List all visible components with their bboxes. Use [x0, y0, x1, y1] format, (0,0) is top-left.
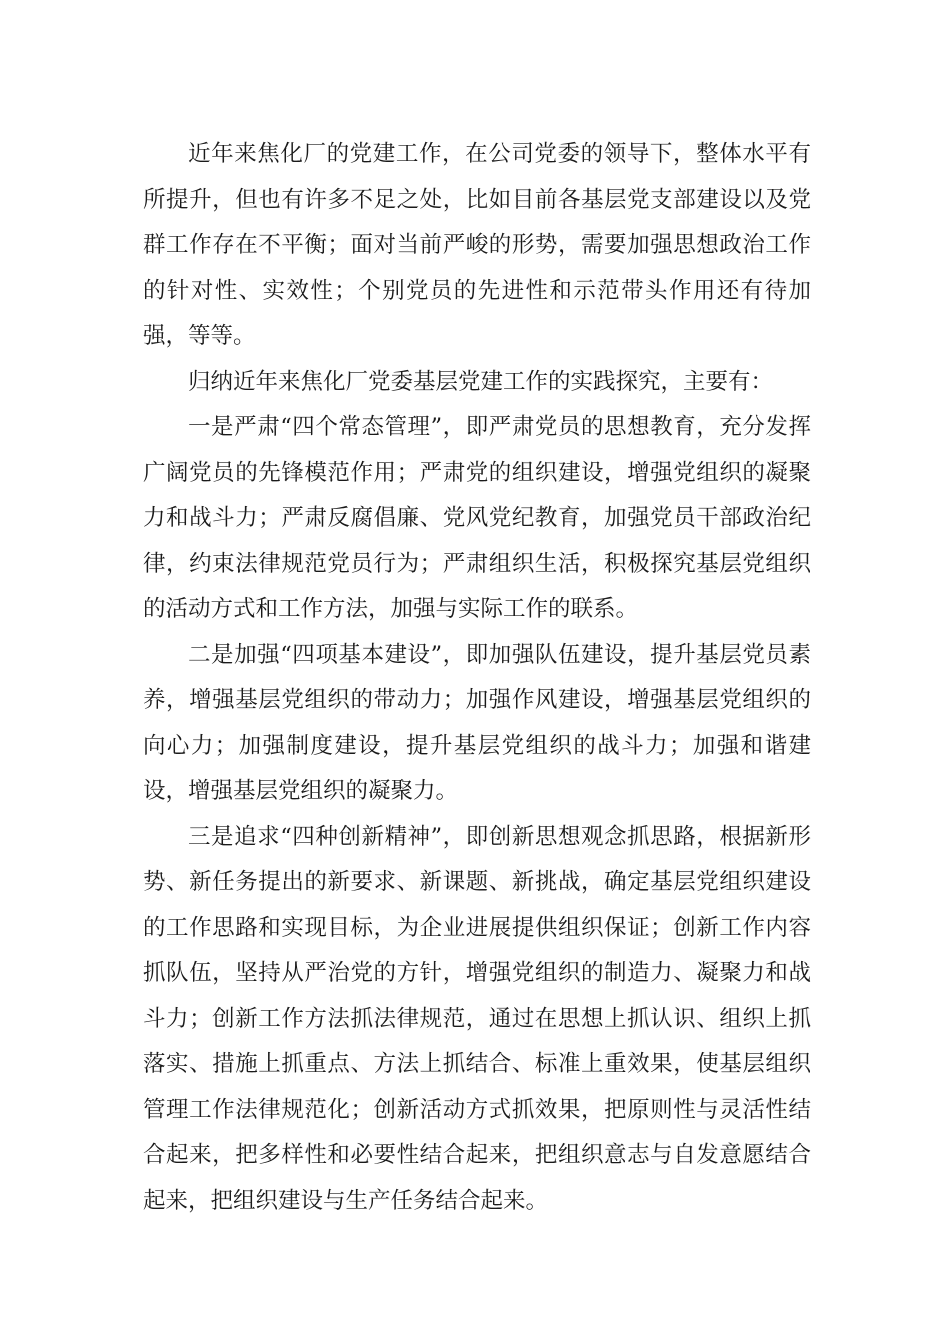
paragraph-summary: 归纳近年来焦化厂党委基层党建工作的实践探究，主要有： [188, 368, 774, 395]
paragraph-intro: 近年来焦化厂的党建工作，在公司党委的领导下，整体水平有所提升，但也有许多不足之处，比如目前各基层党支部建设以及党群工作存在不平衡；面对当前严峻的形势，需要加强思想政治工作的针对性、实效性；个别党员的先进性和示范带头作用还有待加强，等等。 [143, 141, 811, 349]
paragraph-point-one: 一是严肃“四个常态管理”，即严肃党员的思想教育，充分发挥广阔党员的先锋模范作用；严肃党的组织建设，增强党组织的凝聚力和战斗力；严肃反腐倡廉、党风党纪教育，加强党员干部政治纪律，约束法律规范党员行为；严肃组织生活，积极探究基层党组织的活动方式和工作方法，加强与实际工作的联系。 [143, 414, 811, 622]
document-body [143, 132, 811, 1224]
paragraph-point-three: 三是追求“四种创新精神”，即创新思想观念抓思路，根据新形势、新任务提出的新要求、新课题、新挑战，确定基层党组织建设的工作思路和实现目标，为企业进展提供组织保证；创新工作内容抓队伍，坚持从严治党的方针，增强党组织的制造力、凝聚力和战斗力；创新工作方法抓法律规范，通过在思想上抓认识、组织上抓落实、措施上抓重点、方法上抓结合、标准上重效果，使基层组织管理工作法律规范化；创新活动方式抓效果，把原则性与灵活性结合起来，把多样性和必要性结合起来，把组织意志与自发意愿结合起来，把组织建设与生产任务结合起来。 [143, 823, 811, 1214]
paragraph-point-two: 二是加强“四项基本建设”，即加强队伍建设，提升基层党员素养，增强基层党组织的带动力；加强作风建设，增强基层党组织的向心力；加强制度建设，提升基层党组织的战斗力；加强和谐建设，增强基层党组织的凝聚力。 [143, 641, 811, 804]
